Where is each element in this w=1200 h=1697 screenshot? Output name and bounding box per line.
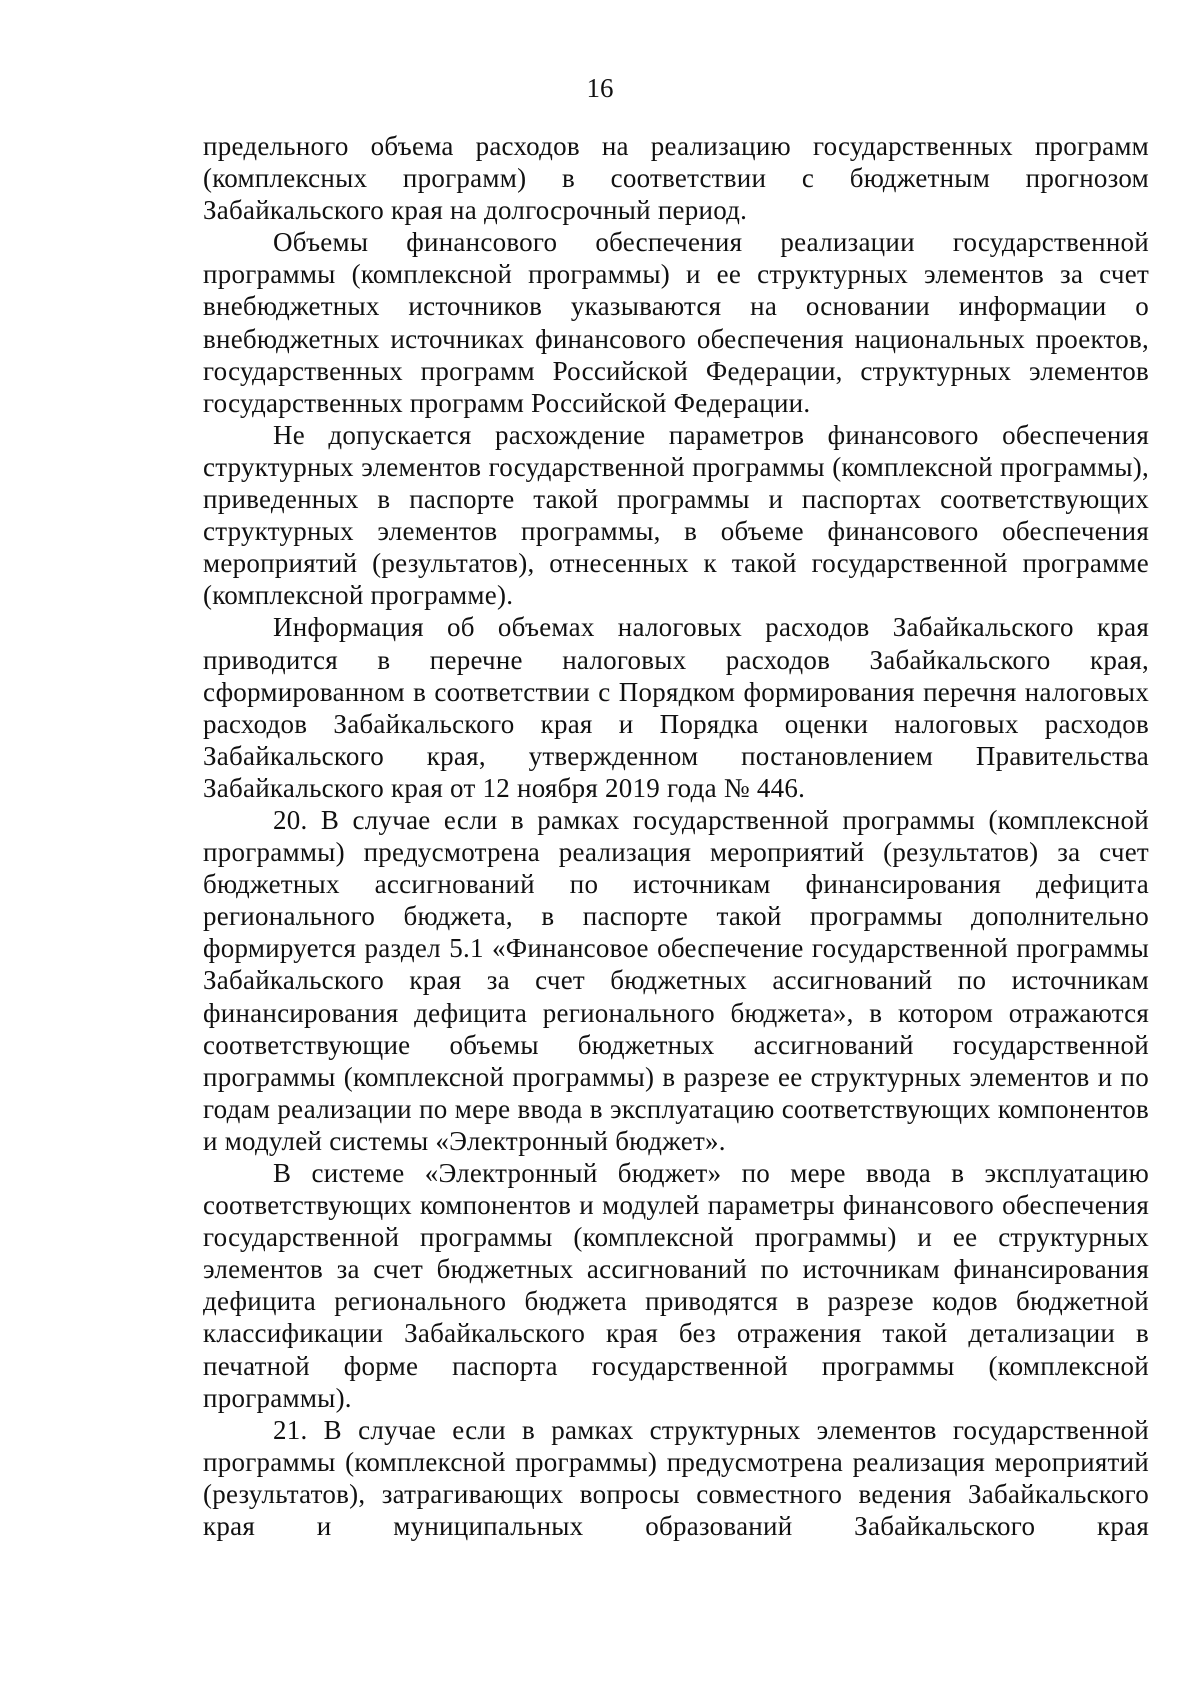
page-number: 16 [586, 73, 614, 103]
paragraph: Объемы финансового обеспечения реализации государственной программы (комплексной программы) и ее структурных элементов за счет внебюджетных источников указываются на основании информации о внебюджетных источниках финансового обеспечения национальных проектов, государственных программ Российской Федерации, структурных элементов государственных программ Российской Федерации. [203, 227, 1149, 418]
paragraph: Информация об объемах налоговых расходов Забайкальского края приводится в перечне налоговых расходов Забайкальского края, сформированном в соответствии с Порядком формирования перечня налоговых расходов Забайкальского края и Порядка оценки налоговых расходов Забайкальского края, утвержденном постановлением Правительства Забайкальского края от 12 ноября 2019 года № 446. [203, 612, 1149, 803]
paragraph-item-21: 21. В случае если в рамках структурных элементов государственной программы (комплексной программы) предусмотрена реализация мероприятий (результатов), затрагивающих вопросы совместного ведения Забайкальского края и муниципальных образований Забайкальского края [203, 1414, 1149, 1542]
paragraph: предельного объема расходов на реализацию государственных программ (комплексных программ) в соответствии с бюджетным прогнозом Забайкальского края на долгосрочный период. [203, 131, 1149, 226]
paragraph: Не допускается расхождение параметров финансового обеспечения структурных элементов государственной программы (комплексной программы), приведенных в паспорте такой программы и паспортах соответствующих структурных элементов программы, в объеме финансового обеспечения мероприятий (результатов), отнесенных к такой государственной программе (комплексной программе). [203, 419, 1149, 611]
paragraph: В системе «Электронный бюджет» по мере ввода в эксплуатацию соответствующих компонентов и модулей параметры финансового обеспечения государственной программы (комплексной программы) и ее структурных элементов за счет бюджетных ассигнований по источникам финансирования дефицита регионального бюджета приводятся в разрезе кодов бюджетной классификации Забайкальского края без отражения такой детализации в печатной форме паспорта государственной программы (комплексной программы). [203, 1158, 1149, 1413]
paragraph-item-20: 20. В случае если в рамках государственной программы (комплексной программы) предусмотрена реализация мероприятий (результатов) за счет бюджетных ассигнований по источникам финансирования дефицита регионального бюджета, в паспорте такой программы дополнительно формируется раздел 5.1 «Финансовое обеспечение государственной программы Забайкальского края за счет бюджетных ассигнований по источникам финансирования дефицита регионального бюджета», в котором отражаются соответствующие объемы бюджетных ассигнований государственной программы (комплексной программы) в разрезе ее структурных элементов и по годам реализации по мере ввода в эксплуатацию соответствующих компонентов и модулей системы «Электронный бюджет». [203, 804, 1149, 1156]
document-body [203, 130, 1149, 1542]
